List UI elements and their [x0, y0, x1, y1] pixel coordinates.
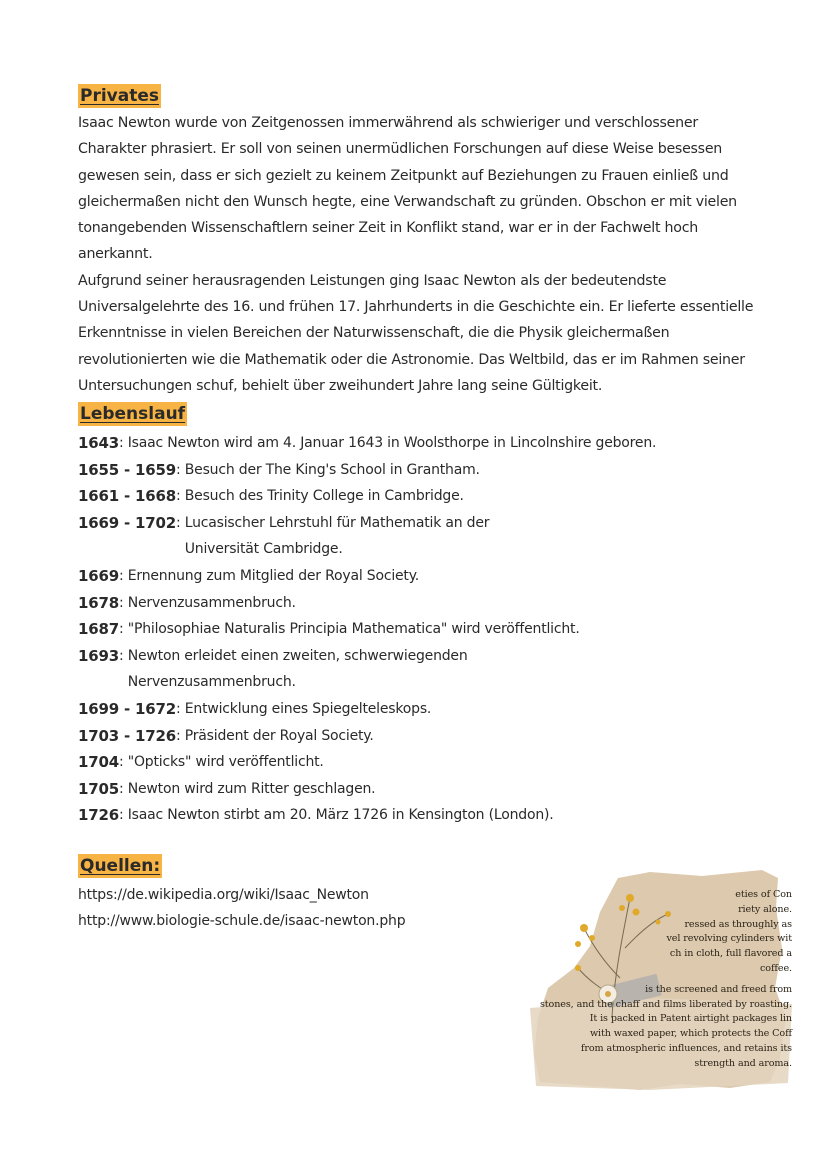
entry-separator: :	[118, 807, 128, 824]
source-link-2[interactable]: http://www.biologie-schule.de/isaac-newton.php	[78, 913, 406, 929]
lebenslauf-entry	[78, 457, 778, 484]
entry-year: 1687	[78, 620, 119, 639]
entry-text: Newton erleidet einen zweiten, schwerwiegenden Nervenzusammenbruch.	[127, 647, 468, 691]
entry-text: Isaac Newton wird am 4. Januar 1643 in Woolsthorpe in Lincolnshire geboren.	[127, 435, 657, 451]
entry-year: 1643	[78, 434, 119, 452]
entry-text: Ernennung zum Mitglied der Royal Society.	[127, 567, 420, 584]
newspaper-line: riety alone.	[738, 903, 792, 915]
heading-privates: Privates	[80, 86, 159, 106]
entry-text: "Philosophiae Naturalis Principia Mathematica" wird veröffentlicht.	[127, 621, 580, 638]
newspaper-line: stones, and the chaff and films liberated by roasting.	[539, 998, 792, 1010]
entry-separator: :	[175, 700, 185, 717]
entry-year: 1693	[78, 646, 119, 665]
newspaper-line: from atmospheric influences, and retains its	[580, 1042, 792, 1054]
decorative-collage	[530, 868, 792, 1108]
newspaper-line: is the screened and freed from	[645, 983, 792, 995]
entry-text: Präsident der Royal Society.	[184, 727, 374, 744]
entry-text: Nervenzusammenbruch.	[127, 594, 296, 611]
entry-separator: :	[118, 621, 128, 638]
lebenslauf-entry	[78, 776, 778, 803]
newspaper-line: ressed as throughly as	[684, 918, 792, 930]
source-link-1[interactable]: https://de.wikipedia.org/wiki/Isaac_Newton	[78, 887, 369, 903]
entry-separator: :	[175, 488, 185, 505]
entry-text: "Opticks" wird veröffentlicht.	[127, 754, 324, 771]
entry-text: Isaac Newton stirbt am 20. März 1726 in Kensington (London).	[127, 807, 554, 824]
newspaper-line: with waxed paper, which protects the Coff	[589, 1028, 792, 1040]
sources-list	[78, 882, 405, 934]
entry-text: Newton wird zum Ritter geschlagen.	[127, 780, 376, 797]
entry-year: 1704	[78, 753, 119, 772]
entry-year: 1678	[78, 593, 119, 612]
entry-year: 1699 - 1672	[78, 699, 176, 718]
lebenslauf-entry	[78, 590, 778, 617]
lebenslauf-entry	[78, 723, 778, 750]
entry-separator: :	[118, 435, 128, 451]
entry-text: Entwicklung eines Spiegelteleskops.	[184, 700, 432, 717]
lebenslauf-entry	[78, 802, 778, 829]
entry-year: 1655 - 1659	[78, 460, 176, 479]
lebenslauf-entry	[78, 616, 778, 643]
newspaper-line: eties of Con	[735, 889, 792, 900]
entry-separator: :	[118, 594, 128, 611]
newspaper-text	[530, 888, 792, 1072]
entry-separator: :	[118, 780, 128, 797]
privates-paragraph-1: Isaac Newton wurde von Zeitgenossen immerwährend als schwieriger und verschlossener Charakter phrasiert. Er soll von seinen unermüdlichen Forschungen auf diese Weise besessen gewesen sein, dass er sich gezielt zu keinem Zeitpunkt auf Beziehungen zu Frauen einließ und gleichermaßen nicht den Wunsch hegte, eine Verwandschaft zu gründen. Obschon er mit vielen tonangebenden Wissenschaftlern seiner Zeit in Konflikt stand, war er in der Fachwelt hoch anerkannt.	[78, 115, 737, 263]
entry-year: 1726	[78, 806, 119, 825]
newspaper-line: vel revolving cylinders wit	[666, 933, 792, 945]
heading-quellen: Quellen:	[80, 856, 161, 876]
entry-separator: :	[118, 567, 128, 584]
lebenslauf-entry	[78, 563, 778, 590]
lebenslauf-entry	[78, 749, 778, 776]
newspaper-line: It is packed in Patent airtight packages lin	[589, 1013, 792, 1025]
newspaper-line: coffee.	[760, 962, 792, 974]
entry-year: 1661 - 1668	[78, 487, 176, 506]
entry-year: 1669	[78, 566, 119, 585]
lebenslauf-entry	[78, 510, 778, 563]
entry-year: 1703 - 1726	[78, 726, 176, 745]
entry-text: Besuch des Trinity College in Cambridge.	[184, 488, 464, 505]
lebenslauf-entry	[78, 696, 778, 723]
entry-separator: :	[118, 647, 128, 664]
entry-separator: :	[175, 461, 185, 478]
entry-text: Besuch der The King's School in Grantham.	[184, 461, 480, 478]
lebenslauf-entry	[78, 430, 778, 457]
privates-text	[78, 110, 758, 399]
entry-separator: :	[118, 754, 128, 771]
privates-paragraph-2: Aufgrund seiner herausragenden Leistungen ging Isaac Newton als der bedeutendste Universalgelehrte des 16. und frühen 17. Jahrhunderts in die Geschichte ein. Er lieferte essentielle Erkenntnisse in vielen Bereichen der Naturwissenschaft, die die Physik gleichermaßen revolutionierten wie die Mathematik oder die Astronomie. Das Weltbild, das er im Rahmen seiner Untersuchungen schuf, behielt über zweihundert Jahre lang seine Gültigkeit.	[78, 272, 754, 394]
newspaper-line: ch in cloth, full flavored a	[669, 948, 792, 960]
lebenslauf-list	[78, 430, 778, 829]
lebenslauf-entry	[78, 483, 778, 510]
newspaper-line: strength and aroma.	[694, 1057, 792, 1069]
entry-year: 1705	[78, 779, 119, 798]
entry-year: 1669 - 1702	[78, 513, 176, 532]
heading-lebenslauf: Lebenslauf	[80, 404, 186, 424]
lebenslauf-entry	[78, 643, 778, 696]
entry-separator: :	[175, 514, 185, 531]
entry-separator: :	[175, 727, 185, 744]
entry-text: Lucasischer Lehrstuhl für Mathematik an der Universität Cambridge.	[184, 514, 490, 558]
